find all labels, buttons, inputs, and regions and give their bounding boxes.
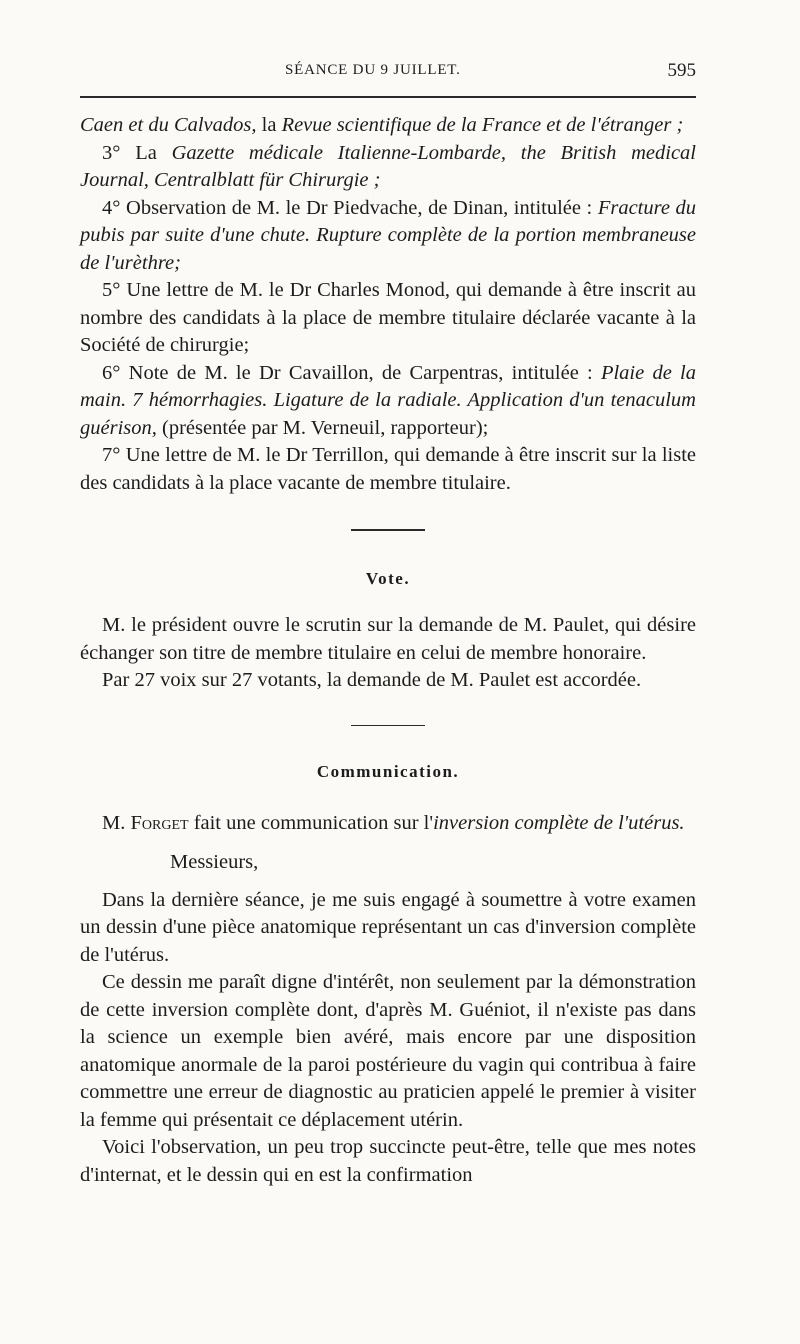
author-name: Forget xyxy=(130,811,189,834)
page-number: 595 xyxy=(667,60,696,81)
italic-text: Caen et du Calvados, xyxy=(80,114,257,136)
list-item xyxy=(80,140,696,195)
section-divider xyxy=(351,725,425,727)
paragraph xyxy=(80,810,696,838)
list-item xyxy=(80,360,696,443)
list-item: 5° Une lettre de M. le Dr Charles Monod, qui demande à être inscrit au nombre des candidats à la place de membre titulaire déclarée vacante à la Société de chirurgie; xyxy=(80,279,696,356)
paragraph: Par 27 voix sur 27 votants, la demande de M. Paulet est accordée. xyxy=(102,669,642,691)
page-body xyxy=(80,112,696,1189)
section-title-communication: Communication. xyxy=(316,762,460,781)
text: (présentée par M. Verneuil, rapporteur); xyxy=(156,416,489,439)
page-header xyxy=(80,60,696,86)
italic-text: Gazette médicale Italienne-Lombarde, the British medical Journal, Centralblatt für Chirurgie ; xyxy=(80,141,696,191)
section-divider xyxy=(351,529,425,531)
list-item xyxy=(80,112,696,140)
section-title-vote: Vote. xyxy=(365,568,411,588)
salutation: Messieurs, xyxy=(170,851,259,873)
italic-text: Revue scientifique de la France et de l'étranger ; xyxy=(281,114,684,136)
paragraph: Dans la dernière séance, je me suis engagé à soumettre à votre examen un dessin d'une pièce anatomique représentant un cas d'inversion complète de l'utérus. xyxy=(80,888,696,966)
header-rule xyxy=(80,96,696,98)
paragraph: Voici l'observation, un peu trop succincte peut-être, telle que mes notes d'internat, et le dessin qui en est la confirmation xyxy=(80,1136,696,1186)
running-title: SÉANCE DU 9 JUILLET. xyxy=(285,62,461,78)
list-item xyxy=(80,195,696,278)
italic-text: Plaie de la main. 7 hémorrhagies. Ligature de la radiale. Application d'un tenaculum guérison, xyxy=(80,361,696,439)
italic-text: inversion complète de l'utérus. xyxy=(433,811,685,834)
paragraph: M. le président ouvre le scrutin sur la demande de M. Paulet, qui désire échanger son titre de membre titulaire en celui de membre honoraire. xyxy=(80,614,696,664)
text: 3° La xyxy=(102,141,172,164)
text: la xyxy=(256,114,282,136)
text: M. xyxy=(102,811,131,834)
italic-text: Fracture du pubis par suite d'une chute. Rupture complète de la portion membraneuse de l'urèthre; xyxy=(80,196,696,274)
text: 6° Note de M. le Dr Cavaillon, de Carpentras, intitulée : xyxy=(102,361,601,384)
paragraph: Ce dessin me paraît digne d'intérêt, non seulement par la démonstration de cette inversion complète dont, d'après M. Guéniot, il n'existe pas dans la science un exemple bien avéré, mais encore par une disposition anatomique anormale de la paroi postérieure du vagin qui contribua à faire commettre une erreur de diagnostic au praticien appelé le premier à visiter la femme qui présentait ce déplacement utérin. xyxy=(80,971,696,1131)
text: fait une communication sur l' xyxy=(188,811,434,834)
list-item: 7° Une lettre de M. le Dr Terrillon, qui demande à être inscrit sur la liste des candidats à la place vacante de membre titulaire. xyxy=(80,444,696,494)
text: 4° Observation de M. le Dr Piedvache, de Dinan, intitulée : xyxy=(102,196,598,219)
